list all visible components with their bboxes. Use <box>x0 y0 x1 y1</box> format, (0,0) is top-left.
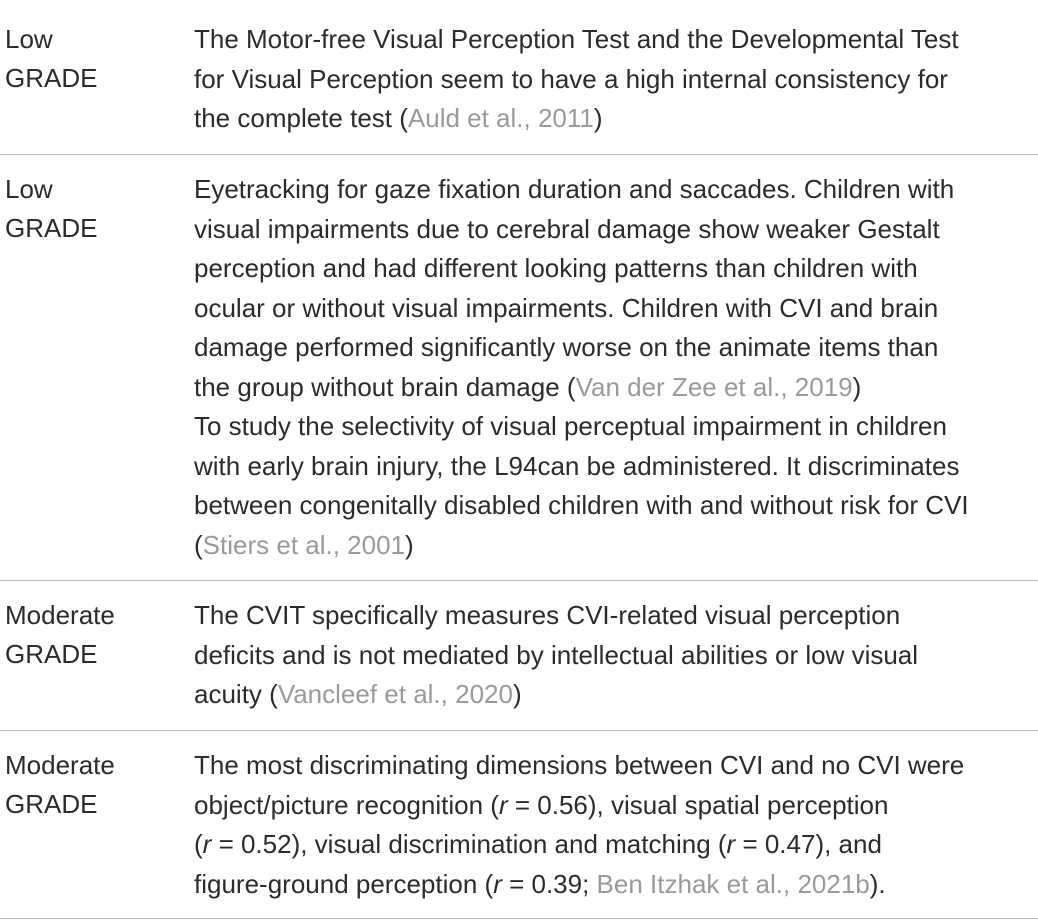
grade-label: GRADE <box>5 639 98 669</box>
citation-link[interactable]: Vancleef et al., 2020 <box>277 679 513 709</box>
grade-label: GRADE <box>5 63 98 93</box>
grade-level: Moderate <box>5 600 115 630</box>
text-segment: ( <box>194 529 203 560</box>
text-segment: = 0.47), and <box>735 829 882 859</box>
description-line <box>194 746 1034 786</box>
text-segment: To study the selectivity of visual perceptual impairment in children <box>194 411 947 441</box>
text-segment: = 0.39; <box>501 868 597 899</box>
description-line <box>194 675 1034 715</box>
citation-link[interactable]: Auld et al., 2011 <box>407 103 594 133</box>
grade-cell <box>5 746 175 824</box>
text-segment: The CVIT specifically measures CVI-related visual perception <box>194 600 901 630</box>
citation-link[interactable]: Van der Zee et al., 2019 <box>575 371 853 402</box>
text-segment: ) <box>852 371 862 402</box>
grade-level: Moderate <box>5 750 115 780</box>
description-line <box>194 786 1034 826</box>
description-line <box>194 596 1034 636</box>
stat-symbol: r <box>202 829 212 859</box>
description-cell <box>194 20 1034 139</box>
text-segment: The most discriminating dimensions between CVI and no CVI were <box>194 750 965 780</box>
description-line <box>194 447 1034 487</box>
stat-symbol: r <box>726 829 736 859</box>
text-segment: deficits and is not mediated by intellectual abilities or low visual <box>194 639 919 670</box>
grade-cell <box>5 170 175 248</box>
description-line <box>194 368 1034 408</box>
citation-link[interactable]: Ben Itzhak et al., 2021b <box>596 868 870 899</box>
text-segment: figure-ground perception ( <box>194 868 494 899</box>
description-line <box>194 20 1034 60</box>
table-row <box>0 155 1038 581</box>
description-line <box>194 170 1034 210</box>
text-segment: damage performed significantly worse on the animate items than <box>194 332 939 362</box>
description-line <box>194 249 1034 289</box>
text-segment: = 0.56), visual spatial perception <box>507 789 889 820</box>
stat-symbol: r <box>498 789 508 820</box>
table-row <box>0 581 1038 731</box>
description-line <box>194 407 1034 447</box>
table-row <box>0 0 1038 155</box>
text-segment: ) <box>593 103 603 133</box>
grade-level: Low <box>5 24 53 54</box>
description-cell <box>194 746 1034 904</box>
text-segment: The Motor-free Visual Perception Test and the Developmental Test <box>194 24 959 54</box>
text-segment: the group without brain damage ( <box>194 371 576 402</box>
description-line <box>194 328 1034 368</box>
grade-level: Low <box>5 174 53 204</box>
grade-label: GRADE <box>5 213 98 243</box>
description-line <box>194 825 1034 865</box>
citation-link[interactable]: Stiers et al., 2001 <box>202 529 406 560</box>
text-segment: between congenitally disabled children with and without risk for CVI <box>194 490 969 520</box>
description-line <box>194 99 1034 139</box>
description-cell <box>194 596 1034 715</box>
description-line <box>194 289 1034 329</box>
stat-symbol: r <box>493 868 502 899</box>
description-line <box>194 486 1034 526</box>
text-segment: perception and had different looking patterns than children with <box>194 253 918 283</box>
text-segment: ( <box>194 829 203 859</box>
text-segment: visual impairments due to cerebral damage show weaker Gestalt <box>194 213 940 244</box>
description-line <box>194 865 1034 905</box>
text-segment: Eyetracking for gaze fixation duration and saccades. Children with <box>194 174 955 204</box>
grade-label: GRADE <box>5 789 98 819</box>
text-segment: the complete test ( <box>194 103 408 133</box>
text-segment: with early brain injury, the L94can be administered. It discriminates <box>194 450 960 481</box>
description-cell <box>194 170 1034 565</box>
description-line <box>194 526 1034 566</box>
description-line <box>194 210 1034 250</box>
text-segment: acuity ( <box>194 679 278 709</box>
text-segment: ) <box>512 679 522 709</box>
text-segment: ) <box>405 529 414 560</box>
description-line <box>194 636 1034 676</box>
text-segment: object/picture recognition ( <box>194 789 499 820</box>
grade-cell <box>5 20 175 98</box>
text-segment: = 0.52), visual discrimination and matching ( <box>211 829 727 859</box>
table-row <box>0 731 1038 919</box>
description-line <box>194 60 1034 100</box>
grade-cell <box>5 596 175 674</box>
text-segment: ocular or without visual impairments. Children with CVI and brain <box>194 292 939 323</box>
text-segment: ). <box>869 868 886 899</box>
text-segment: for Visual Perception seem to have a high internal consistency for <box>194 63 948 94</box>
